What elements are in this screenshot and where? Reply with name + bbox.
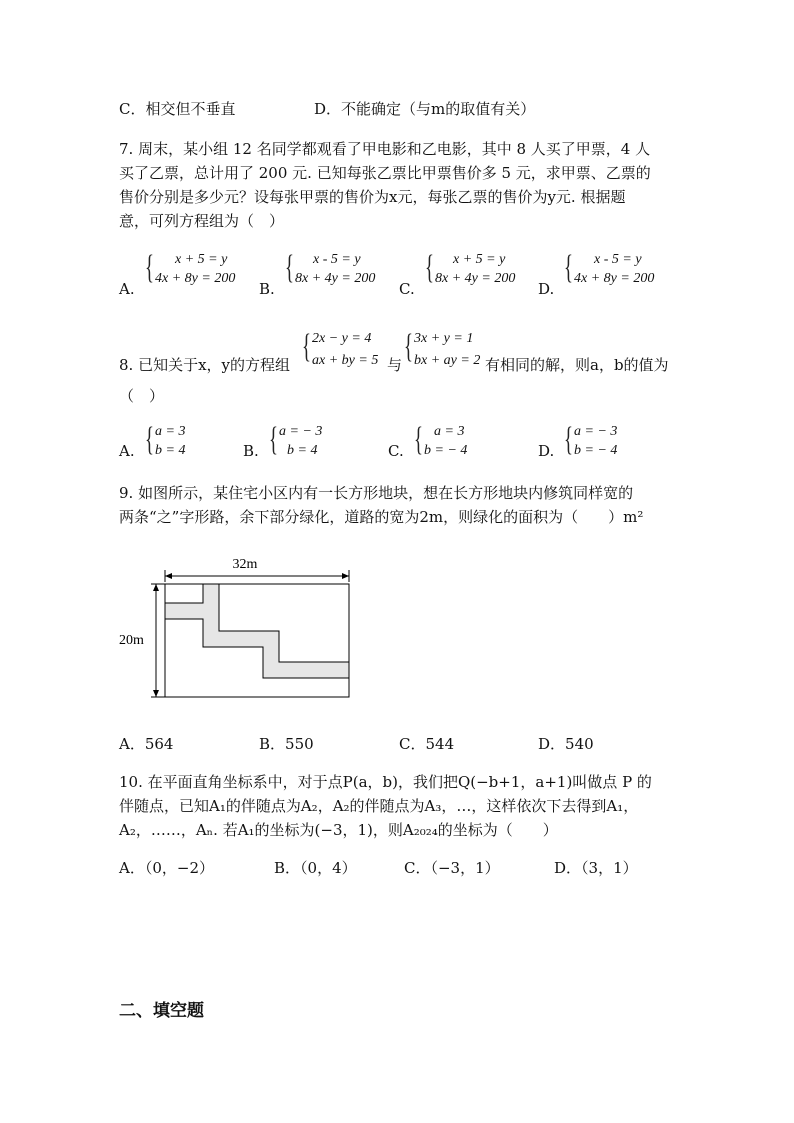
section-title: 二、填空题 <box>119 1001 204 1021</box>
q6-option-c: C．相交但不垂直 <box>119 100 236 118</box>
q8-suffix: 有相同的解，则a，b的值为 <box>485 356 669 374</box>
q9-option-b: B．550 <box>259 735 314 753</box>
q8-option-a-eq1: a = 3 <box>155 424 186 439</box>
q7-option-c-label: C. <box>399 280 415 298</box>
q10-option-d: D．（3，1） <box>554 859 638 877</box>
q7-option-c-eq1: x + 5 = y <box>453 252 506 267</box>
q7-option-d-eq2: 4x + 8y = 200 <box>574 271 655 286</box>
q8-paren: （ ） <box>119 387 165 405</box>
q7-line-2: 买了乙票，总计用了 200 元. 已知每张乙票比甲票售价多 5 元，求甲票、乙票的 <box>119 164 651 182</box>
q7-option-a-eq1: x + 5 = y <box>175 252 228 267</box>
q8-option-c-eq2: b = − 4 <box>424 443 468 458</box>
q8-sys2-eq2: bx + ay = 2 <box>414 353 481 368</box>
q9-line-2: 两条“之”字形路，余下部分绿化，道路的宽为2m，则绿化的面积为（ ）m² <box>119 508 644 526</box>
q8-mid-text: 与 <box>387 356 403 374</box>
q8-option-c-label: C. <box>388 442 404 460</box>
q7-line-3: 售价分别是多少元？设每张甲票的售价为x元，每张乙票的售价为y元. 根据题 <box>119 188 626 206</box>
q7-option-d-eq1: x - 5 = y <box>594 252 642 267</box>
q9-height-label: 20m <box>119 633 144 648</box>
q8-sys1-eq1: 2x − y = 4 <box>312 331 372 346</box>
q9-option-a: A．564 <box>119 735 174 753</box>
q8-option-a-eq2: b = 4 <box>155 443 186 458</box>
q8-option-b-eq2: b = 4 <box>287 443 318 458</box>
q8-option-d-eq2: b = − 4 <box>574 443 618 458</box>
q8-option-d-label: D. <box>538 442 555 460</box>
q10-line-3: A₂，……，Aₙ. 若A₁的坐标为(−3，1)，则A₂₀₂₄的坐标为（ ） <box>119 821 558 839</box>
q9-option-c: C．544 <box>399 735 455 753</box>
q7-option-a-label: A. <box>119 280 135 298</box>
q7-option-b-eq2: 8x + 4y = 200 <box>295 271 376 286</box>
q10-option-c: C．（−3，1） <box>404 859 500 877</box>
q7-option-a-eq2: 4x + 8y = 200 <box>155 271 236 286</box>
q7-option-b-eq1: x - 5 = y <box>313 252 361 267</box>
q8-option-b-eq1: a = − 3 <box>279 424 323 439</box>
q9-option-d: D．540 <box>538 735 594 753</box>
q10-option-a: A．（0，−2） <box>119 859 214 877</box>
q8-sys1-eq2: ax + by = 5 <box>312 353 379 368</box>
q8-option-a-label: A. <box>119 442 135 460</box>
q9-width-label: 32m <box>232 557 258 572</box>
q8-prefix: 8. 已知关于x，y的方程组 <box>119 356 291 374</box>
q9-figure <box>115 550 375 710</box>
q8-sys2-eq1: 3x + y = 1 <box>414 331 474 346</box>
q9-line-1: 9. 如图所示，某住宅小区内有一长方形地块，想在长方形地块内修筑同样宽的 <box>119 484 634 502</box>
q7-line-1: 7. 周末，某小组 12 名同学都观看了甲电影和乙电影，其中 8 人买了甲票，4 人 <box>119 140 651 158</box>
q7-line-4: 意，可列方程组为（ ） <box>119 212 285 230</box>
q7-option-b-label: B. <box>259 280 275 298</box>
q10-option-b: B．（0，4） <box>274 859 357 877</box>
q8-option-c-eq1: a = 3 <box>434 424 465 439</box>
q10-line-1: 10. 在平面直角坐标系中，对于点P(a，b)，我们把Q(−b+1，a+1)叫做点 P 的 <box>119 773 652 791</box>
q6-option-d: D．不能确定（与m的取值有关） <box>314 100 536 118</box>
q8-option-d-eq1: a = − 3 <box>574 424 618 439</box>
q8-option-b-label: B. <box>243 442 259 460</box>
q7-option-c-eq2: 8x + 4y = 200 <box>435 271 516 286</box>
q7-option-d-label: D. <box>538 280 555 298</box>
q10-line-2: 伴随点，已知A₁的伴随点为A₂，A₂的伴随点为A₃，…，这样依次下去得到A₁， <box>119 797 639 815</box>
